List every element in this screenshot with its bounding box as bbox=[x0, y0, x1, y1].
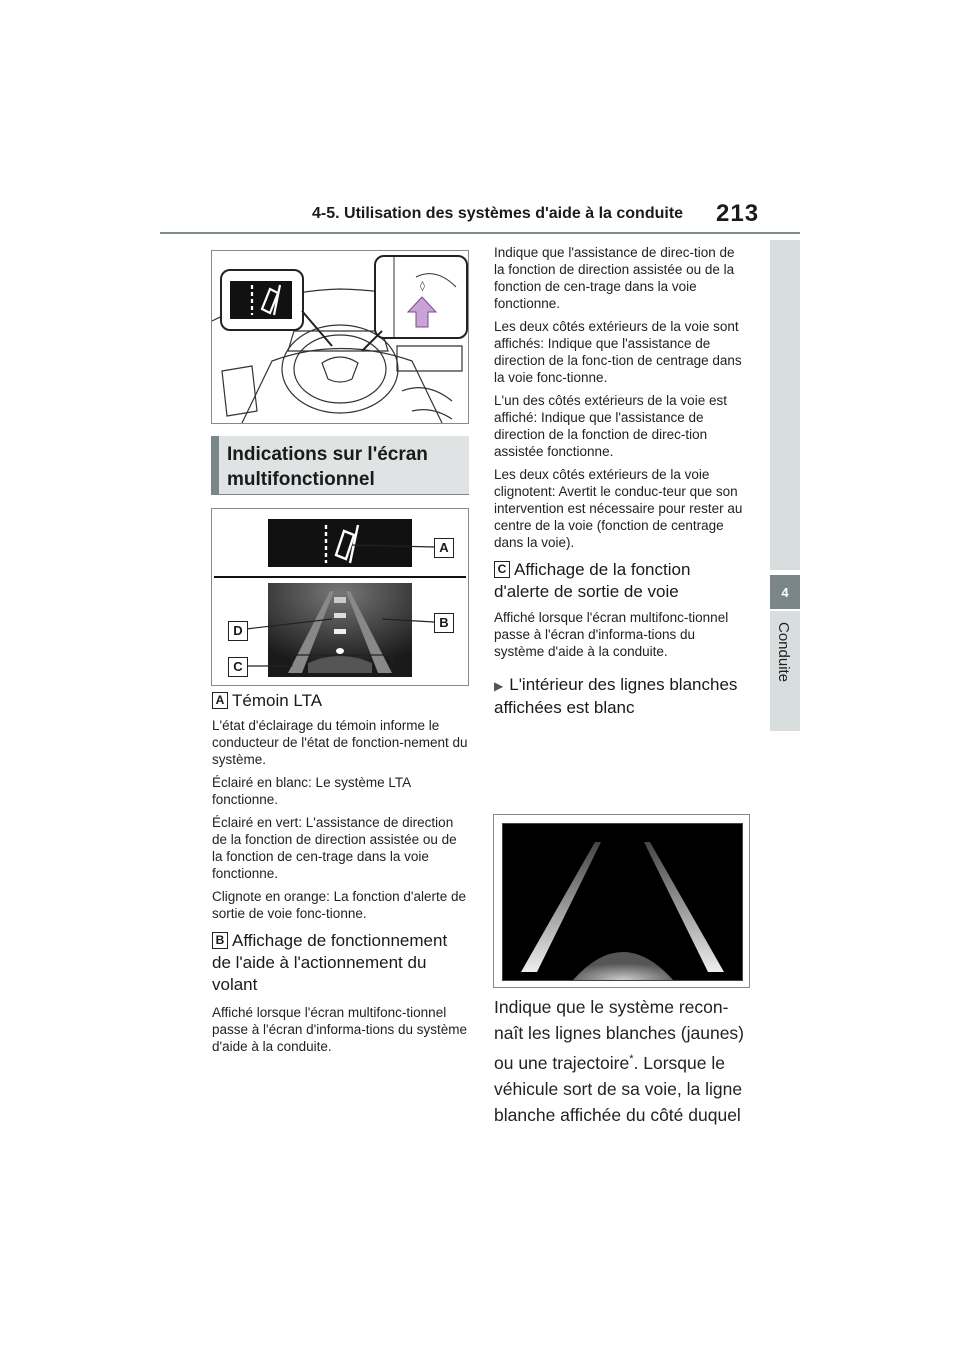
section-divider bbox=[211, 494, 469, 495]
right-paragraph-4: Les deux côtés extérieurs de la voie clignotent: Avertit le conduc-teur que son intervention est nécessaire pour rester au centre de la voie (fonction de centrage dans la voie). bbox=[494, 467, 743, 550]
figure-leader-lines bbox=[212, 509, 468, 685]
chapter-label bbox=[762, 622, 806, 712]
subsection-heading bbox=[494, 674, 748, 719]
subsection-title: L'intérieur des lignes blanches affichées est blanc bbox=[494, 675, 738, 717]
right-paragraph-2: Les deux côtés extérieurs de la voie sont affichés: Indique que l'assistance de direction de la fonc-tion de centrage dans la voie fonc-tionne. bbox=[494, 319, 742, 385]
figure-label-d: D bbox=[228, 621, 248, 641]
lane-lines-figure bbox=[493, 814, 750, 988]
header-divider bbox=[160, 232, 800, 234]
lane-lines-drawing bbox=[503, 824, 742, 980]
final-text-b: . Lorsque le véhicule sort de sa voie, la ligne blanche affichée du côté duquel bbox=[494, 1052, 743, 1125]
running-header-title: 4-5. Utilisation des systèmes d'aide à la conduite bbox=[312, 205, 684, 222]
section-heading bbox=[211, 436, 469, 494]
right-paragraph-3: L'un des côtés extérieurs de la voie est affiché: Indique que l'assistance de direction de la fonction de direc-tion assistée fonctionne. bbox=[494, 393, 727, 459]
item-a-heading bbox=[212, 690, 470, 712]
final-paragraph bbox=[494, 994, 750, 1128]
subsection-bullet: ▶ bbox=[494, 679, 504, 693]
item-a-title: Témoin LTA bbox=[232, 691, 323, 710]
callout-lines bbox=[212, 251, 468, 423]
item-a-paragraph-1: L'état d'éclairage du témoin informe le conducteur de l'état de fonction-nement du système. bbox=[212, 718, 468, 767]
item-c-paragraph-1: Affiché lorsque l'écran multifonc-tionnel passe à l'écran d'informa-tions du système d'aide à la conduite. bbox=[494, 610, 729, 659]
page-number: 213 bbox=[716, 200, 760, 227]
final-text bbox=[494, 994, 750, 1128]
item-a-paragraph-3: Éclairé en vert: L'assistance de direction de la fonction de direction assistée ou de la fonction de cen-trage dans la voie fonctionne. bbox=[212, 815, 457, 881]
item-a-paragraph-4: Clignote en orange: La fonction d'alerte de sortie de voie fonc-tionne. bbox=[212, 889, 467, 921]
item-c-title: Affichage de la fonction d'alerte de sortie de voie bbox=[494, 560, 691, 601]
svg-text:◊: ◊ bbox=[420, 281, 425, 292]
item-c-label: C bbox=[494, 561, 510, 578]
side-tab-track bbox=[770, 240, 800, 570]
lane-lines-display bbox=[502, 823, 743, 981]
item-b-label: B bbox=[212, 932, 228, 949]
final-text-a: Indique que le système recon-naît les lignes blanches (jaunes) ou une trajectoire bbox=[494, 997, 745, 1073]
right-column bbox=[494, 244, 748, 719]
figure-label-c: C bbox=[228, 657, 248, 677]
multi-info-display-figure bbox=[211, 508, 469, 686]
section-heading-text: Indications sur l'écran multifonctionnel bbox=[227, 444, 428, 490]
item-c-heading bbox=[494, 559, 748, 603]
footnote-marker: * bbox=[629, 1053, 634, 1065]
item-b-paragraph-1: Affiché lorsque l'écran multifonc-tionnel passe à l'écran d'informa-tions du système d'aide à la conduite. bbox=[212, 1005, 468, 1054]
dashboard-illustration bbox=[211, 250, 469, 424]
chapter-tab[interactable]: 4 bbox=[770, 575, 800, 609]
item-a-paragraph-2: Éclairé en blanc: Le système LTA fonctionne. bbox=[212, 775, 411, 807]
item-b-heading bbox=[212, 930, 470, 996]
figure-label-b: B bbox=[434, 613, 454, 633]
chapter-label-text: Conduite bbox=[775, 622, 792, 683]
item-a-label: A bbox=[212, 692, 228, 709]
figure-label-a: A bbox=[434, 538, 454, 558]
right-paragraph-1: Indique que l'assistance de direc-tion de la fonction de direction assistée ou de la fonction de cen-trage dans la voie fonctionne. bbox=[494, 245, 735, 311]
left-column bbox=[212, 690, 470, 1055]
item-b-title: Affichage de fonctionnement de l'aide à l'actionnement du volant bbox=[212, 931, 448, 994]
